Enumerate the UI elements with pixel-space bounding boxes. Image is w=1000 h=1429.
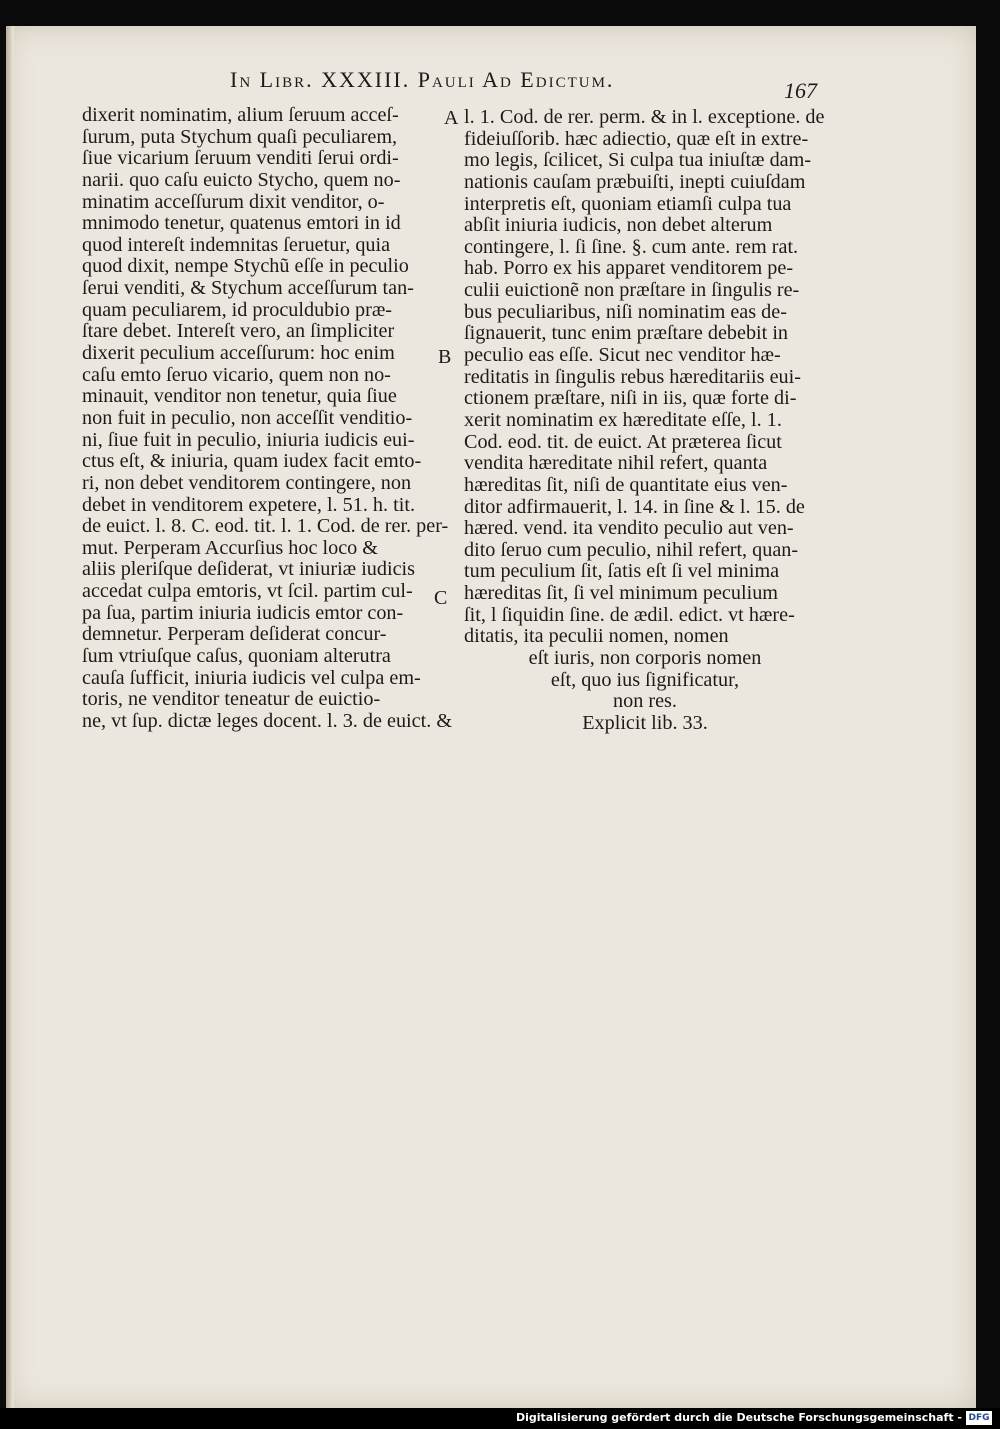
- text-line: bus peculiaribus, niſi nominatim eas de-: [464, 300, 787, 323]
- text-line: demnetur. Perperam deſiderat concur-: [82, 623, 387, 646]
- text-line: narii. quo caſu euicto Stycho, quem no-: [82, 168, 401, 191]
- text-line: l. 1. Cod. de rer. perm. & in l. exceptione. de: [464, 106, 825, 128]
- margin-marker-b: B: [438, 346, 452, 368]
- text-line: aliis pleriſque deſiderat, vt iniuriæ iudicis: [82, 558, 416, 581]
- text-line: toris, ne venditor teneatur de euictio-: [82, 688, 381, 711]
- funding-credit: Digitalisierung gefördert durch die Deutsche Forschungsgemeinschaft -: [515, 1411, 962, 1424]
- text-line: quod intereſt indemnitas ſeruetur, quia: [82, 233, 391, 256]
- text-line: ditatis, ita peculii nomen, nomen: [464, 625, 729, 648]
- text-line: ctus eſt, & iniuria, quam iudex facit emto-: [82, 450, 422, 473]
- text-line: ſerui venditi, & Stychum acceſſurum tan-: [82, 277, 414, 300]
- text-line: quod dixit, nempe Stychũ eſſe in peculio: [82, 255, 409, 278]
- text-line: ri, non debet venditorem contingere, non: [82, 471, 412, 494]
- text-line: dixerit nominatim, alium ſeruum acceſ-: [82, 104, 399, 126]
- text-line: minauit, venditor non tenetur, quia ſiue: [82, 385, 397, 408]
- text-line: mut. Perperam Accurſius hoc loco &: [82, 536, 379, 559]
- text-line: nationis cauſam præbuiſti, inepti cuiuſdam: [464, 170, 806, 193]
- text-line: ne, vt ſup. dictæ leges docent. l. 3. de euict. &: [82, 709, 453, 732]
- text-line: abſit iniuria iudicis, non debet alterum: [464, 214, 773, 237]
- text-line: interpretis eſt, quoniam etiamſi culpa tua: [464, 192, 792, 215]
- text-line: cauſa ſufficit, iniuria iudicis vel culpa em-: [82, 666, 421, 689]
- text-line: peculio eas eſſe. Sicut nec venditor hæ-: [464, 344, 781, 367]
- text-line: non fuit in peculio, non acceſſit venditio-: [82, 406, 413, 429]
- left-text-column: [82, 104, 453, 733]
- text-line: accedat culpa emtoris, vt ſcil. partim cul-: [82, 580, 413, 603]
- text-line: de euict. l. 8. C. eod. tit. l. 1. Cod. de rer. per-: [82, 515, 449, 538]
- margin-marker-c: C: [434, 587, 448, 609]
- text-line: contingere, l. ſi ſine. §. cum ante. rem rat.: [464, 235, 799, 258]
- text-line: quam peculiarem, id proculdubio præ-: [82, 298, 393, 321]
- text-line: ſiue vicarium ſeruum venditi ſerui ordi-: [82, 147, 399, 170]
- page-binding-edge: [6, 26, 14, 1408]
- text-line: eſt iuris, non corporis nomen: [528, 647, 762, 670]
- text-line: hæreditas ſit, niſi de quantitate eius ven-: [464, 473, 788, 496]
- text-line: vendita hæreditate nihil refert, quanta: [464, 452, 768, 475]
- text-line: caſu emto ſeruo vicario, quem non no-: [82, 363, 391, 386]
- text-line: minatim acceſſurum dixit venditor, o-: [82, 190, 385, 213]
- text-line: mo legis, ſcilicet, Si culpa tua iniuſtæ dam-: [464, 149, 812, 172]
- right-text-column: [464, 107, 826, 735]
- text-line: pa ſua, partim iniuria iudicis emtor con-: [82, 601, 404, 624]
- text-line: ſtare debet. Intereſt vero, an ſimpliciter: [82, 320, 395, 343]
- text-line: ſum vtriuſque caſus, quoniam alterutra: [82, 645, 391, 668]
- text-line: ſit, l ſiquidin ſine. de ædil. edict. vt hære-: [464, 603, 795, 626]
- text-line: hæreditas ſit, ſi vel minimum peculium: [464, 582, 778, 605]
- running-title: In Libr. XXXIII. Pauli Ad Edictum.: [230, 67, 615, 92]
- text-line: tum peculium ſit, ſatis eſt ſi vel minima: [464, 560, 780, 583]
- footer-bar: [0, 1408, 1000, 1429]
- text-line: Explicit lib. 33.: [582, 711, 708, 734]
- text-line: reditatis in ſingulis rebus hæreditariis eui-: [464, 365, 801, 388]
- text-line: eſt, quo ius ſignificatur,: [550, 668, 740, 691]
- text-line: ctionem præſtare, niſi in iis, quæ forte di-: [464, 387, 797, 410]
- text-line: dixerit peculium acceſſurum: hoc enim: [82, 342, 395, 365]
- text-line: ditor adfirmauerit, l. 14. in ſine & l. 15. de: [464, 495, 805, 518]
- text-line: xerit nominatim ex hæreditate eſſe, l. 1.: [464, 408, 782, 431]
- text-line: debet in venditorem expetere, l. 51. h. tit.: [82, 493, 415, 516]
- text-line: culii euictionẽ non præſtare in ſingulis re-: [464, 279, 800, 302]
- text-line: ſignauerit, tunc enim præſtare debebit in: [464, 322, 789, 345]
- margin-marker-a: A: [444, 107, 459, 129]
- text-line: mnimodo tenetur, quatenus emtori in id: [82, 212, 401, 235]
- text-line: dito ſeruo cum peculio, nihil refert, quan-: [464, 538, 799, 561]
- text-line: hæred. vend. ita vendito peculio aut ven-: [464, 517, 794, 540]
- text-line: Cod. eod. tit. de euict. At præterea ſicut: [464, 430, 782, 453]
- dfg-logo: DFG: [966, 1411, 992, 1425]
- page-number: 167: [784, 78, 817, 103]
- text-line: ſurum, puta Stychum quaſi peculiarem,: [82, 125, 398, 148]
- text-line: fideiuſſorib. hæc adiectio, quæ eſt in extre-: [464, 127, 809, 150]
- text-line: hab. Porro ex his apparet venditorem pe-: [464, 257, 794, 280]
- text-line: ni, ſiue fuit in peculio, iniuria iudicis eui-: [82, 428, 415, 451]
- text-line: non res.: [613, 690, 677, 713]
